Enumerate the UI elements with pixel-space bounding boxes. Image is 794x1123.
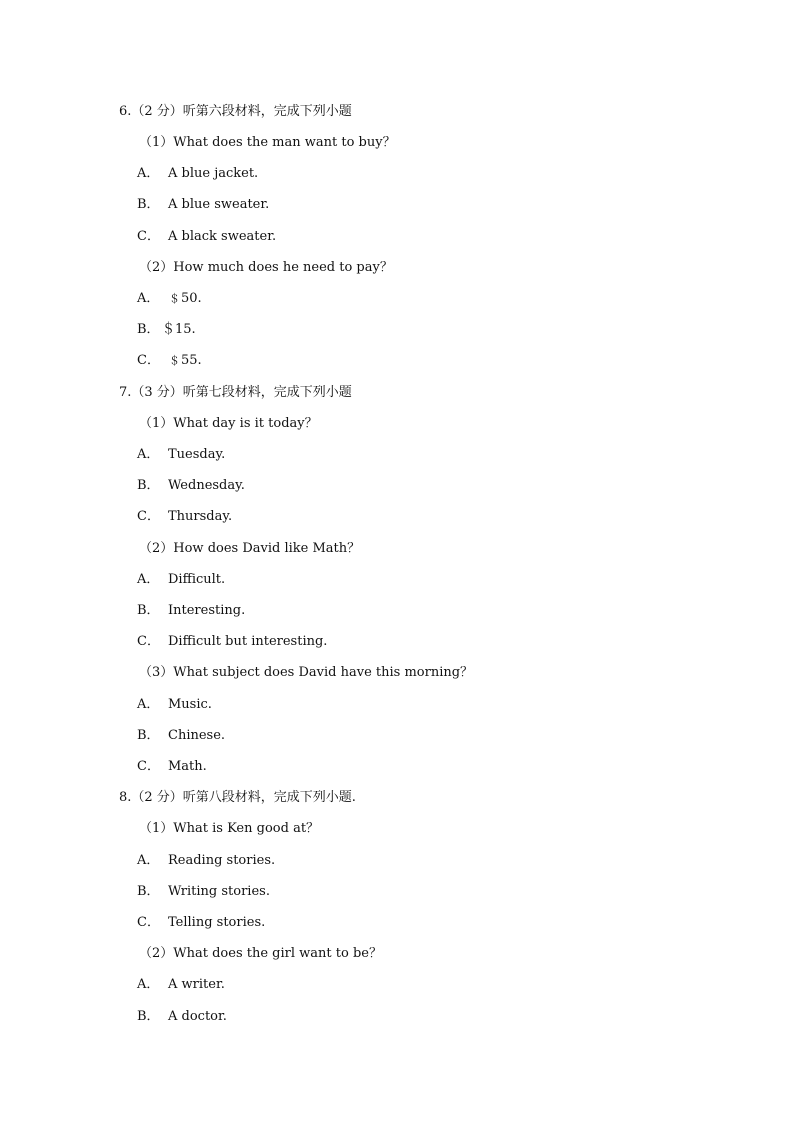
option-letter: B． [137,322,160,337]
option-letter: B． [137,728,160,743]
answer-option [137,852,275,870]
option-text: Telling stories. [168,915,266,930]
option-letter: A． [137,447,160,462]
answer-option [137,976,225,994]
option-text: Tuesday. [168,447,226,462]
option-text: A blue sweater. [168,197,270,212]
option-text: A writer. [168,977,225,992]
option-text: Interesting. [168,603,246,618]
option-text: Difficult but interesting. [168,634,328,649]
option-text: Wednesday. [168,478,245,493]
option-text: Music. [168,697,212,712]
sub-question-prompt: （1）What is Ken good at？ [139,821,320,836]
option-letter: C． [137,759,160,774]
option-letter: A． [137,166,160,181]
option-letter: A． [137,853,160,868]
option-letter: A． [137,291,160,306]
answer-option [137,1008,227,1026]
option-letter: C． [137,353,160,368]
option-letter: A． [137,697,160,712]
option-text: Thursday. [168,509,233,524]
option-text: Reading stories. [168,853,276,868]
answer-option [137,602,245,620]
answer-option [137,696,212,714]
question-header: 8.（2 分）听第八段材料，完成下列小题. [119,790,356,805]
sub-question-prompt: （1）What does the man want to buy？ [139,135,396,150]
sub-question-prompt: （2）How does David like Math？ [139,541,361,556]
sub-question-prompt: （2）How much does he need to pay？ [139,260,393,275]
answer-option [137,571,225,589]
sub-question-prompt: （2）What does the girl want to be？ [139,946,382,961]
answer-option [137,321,196,339]
option-text: ﹩50. [168,291,202,306]
answer-option [137,758,207,776]
answer-option [137,883,270,901]
option-letter: B． [137,603,160,618]
option-text: ﹩55. [168,353,202,368]
answer-option [137,446,225,464]
question-header: 6.（2 分）听第六段材料，完成下列小题 [119,104,352,119]
answer-option [137,228,276,246]
option-letter: C． [137,634,160,649]
sub-question-prompt: （3）What subject does David have this morning？ [139,665,474,680]
answer-option [137,290,202,308]
option-letter: C． [137,915,160,930]
answer-option [137,727,225,745]
option-letter: C． [137,229,160,244]
option-letter: B． [137,478,160,493]
option-text: Chinese. [168,728,226,743]
option-text: A black sweater. [168,229,277,244]
answer-option [137,477,245,495]
option-letter: B． [137,884,160,899]
option-text: Math. [168,759,207,774]
answer-option [137,914,265,932]
option-letter: B． [137,1009,160,1024]
option-letter: A． [137,572,160,587]
option-text: ＄15. [162,322,196,337]
question-header: 7.（3 分）听第七段材料，完成下列小题 [119,385,352,400]
sub-question-prompt: （1）What day is it today？ [139,416,318,431]
answer-option [137,196,269,214]
option-text: A blue jacket. [168,166,259,181]
answer-option [137,165,258,183]
answer-option [137,352,202,370]
answer-option [137,633,327,651]
option-letter: B． [137,197,160,212]
option-text: Writing stories. [168,884,270,899]
answer-option [137,508,232,526]
option-text: Difficult. [168,572,226,587]
option-text: A doctor. [168,1009,227,1024]
option-letter: A． [137,977,160,992]
option-letter: C． [137,509,160,524]
